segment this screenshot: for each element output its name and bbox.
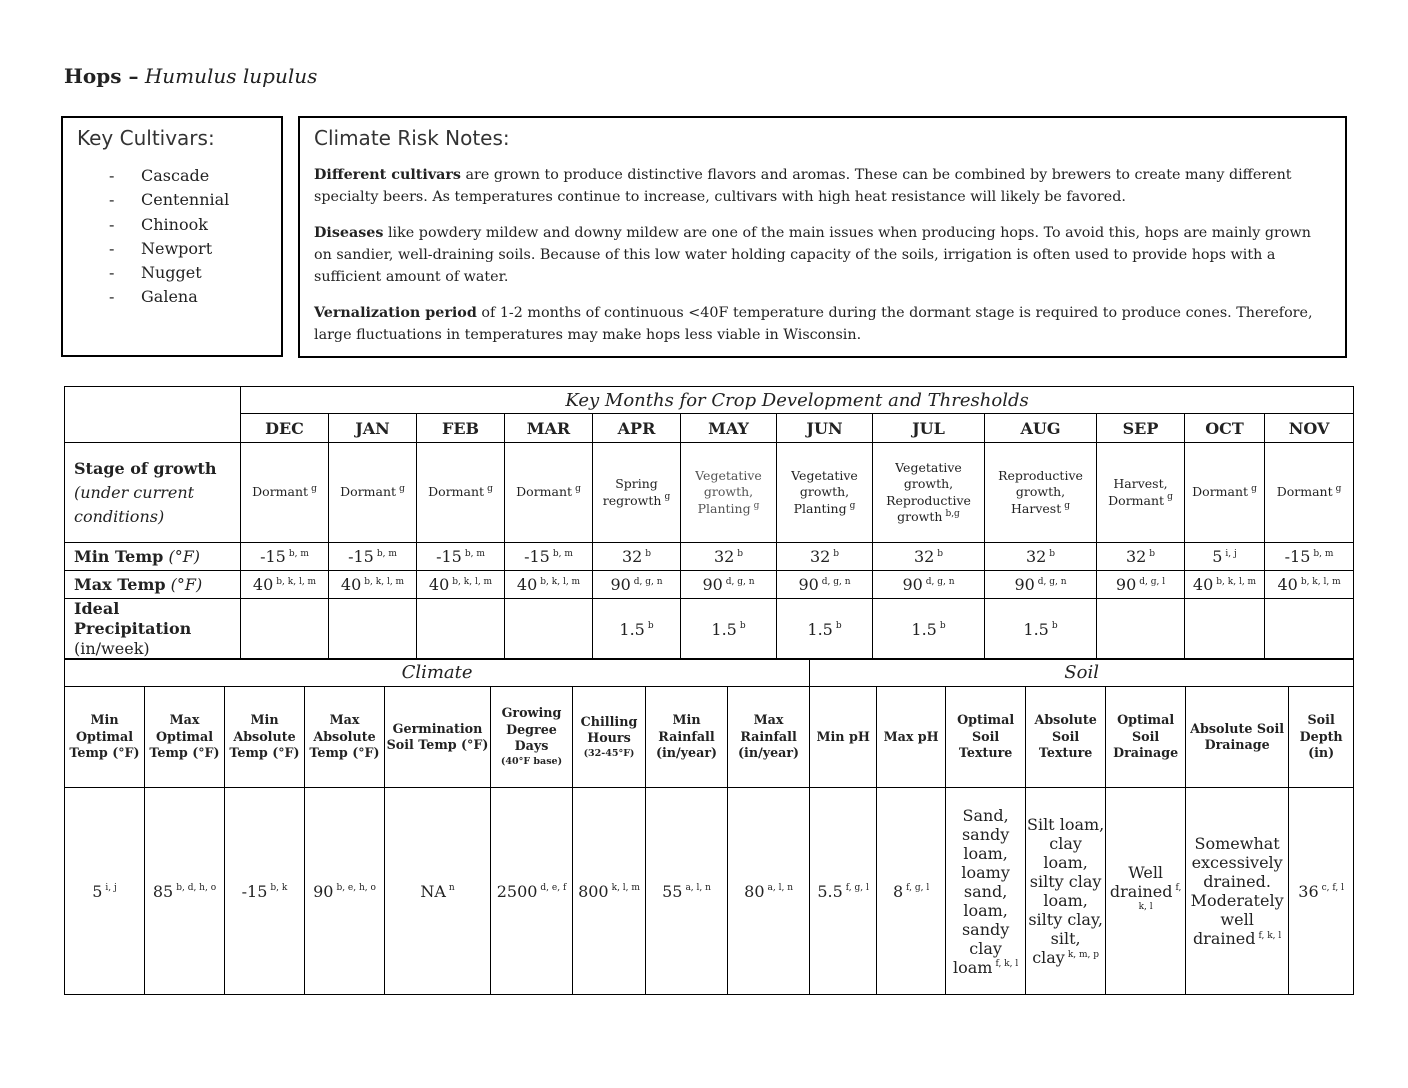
soil-group-header: Soil xyxy=(810,659,1354,687)
footnote-ref: d, g, n xyxy=(821,576,851,587)
value-cell xyxy=(1106,788,1186,995)
footnote-ref: b, e, h, o xyxy=(336,883,376,894)
cultivars-list xyxy=(109,164,267,310)
footnote-ref: c, f, l xyxy=(1321,883,1344,894)
column-header-text: Chilling Hours xyxy=(580,713,638,745)
precip-value: 1.5 xyxy=(1023,619,1049,639)
footnote-ref: a, l, n xyxy=(685,883,711,894)
values-row xyxy=(65,788,1354,995)
growth-stage-text: Spring regrowth xyxy=(602,476,662,508)
cell-value: 55 xyxy=(662,881,683,901)
value-cell xyxy=(1289,788,1354,995)
cultivar-item xyxy=(109,213,267,237)
stage-label xyxy=(65,443,241,543)
cell-value: 5 xyxy=(92,881,103,901)
footnote-ref: f, k, l xyxy=(995,959,1019,970)
cell-value: 8 xyxy=(892,881,904,901)
risk-note-topic: Vernalization period xyxy=(314,305,477,321)
footnote-ref: i, j xyxy=(1225,548,1237,559)
column-header-text: Max Optimal Temp (°F) xyxy=(149,712,220,761)
precip-value: 1.5 xyxy=(711,619,737,639)
max-temp-cell xyxy=(777,571,873,599)
footnote-ref: d, g, n xyxy=(725,576,755,587)
value-cell xyxy=(145,788,225,995)
list-dash: - xyxy=(109,263,115,283)
growth-stage-cell xyxy=(417,443,505,543)
precip-cell xyxy=(1097,599,1185,660)
min-temp-cell xyxy=(593,543,681,571)
growth-stage-text: Vegetative growth, Planting xyxy=(695,467,762,516)
min-temp-cell xyxy=(329,543,417,571)
min-temp-value: -15 xyxy=(524,547,550,566)
column-header xyxy=(65,687,145,788)
column-header-text: Absolute Soil Texture xyxy=(1034,712,1097,761)
min-temp-label xyxy=(65,543,241,571)
growth-stage-cell xyxy=(1097,443,1185,543)
min-temp-value: -15 xyxy=(1284,547,1311,566)
value-cell xyxy=(728,788,810,995)
growth-stage-cell xyxy=(985,443,1097,543)
column-header-text: Soil Depth (in) xyxy=(1299,712,1343,761)
max-temp-value: 90 xyxy=(702,575,723,594)
group-header-row xyxy=(65,659,1354,687)
max-temp-cell xyxy=(1097,571,1185,599)
cell-value: -15 xyxy=(241,881,268,901)
column-header-text: Max Absolute Temp (°F) xyxy=(309,712,380,761)
min-temp-cell xyxy=(1185,543,1265,571)
risk-note-topic: Diseases xyxy=(314,225,384,241)
stage-label-note: (under current conditions) xyxy=(74,482,195,526)
value-cell xyxy=(573,788,646,995)
risk-note-text: of 1-2 months of continuous <40F temperature during the dormant stage is required to produce cones. Therefore, large fluctuations in temperatures may make hops less viable in Wisconsin. xyxy=(314,305,1313,343)
growth-stage-cell xyxy=(329,443,417,543)
footnote-ref: b xyxy=(833,548,840,559)
risk-notes xyxy=(314,164,1331,346)
growth-stage-text: Vegetative growth, Reproductive growth xyxy=(886,459,971,524)
column-header-text: Min pH xyxy=(816,728,870,744)
max-temp-cell xyxy=(417,571,505,599)
growth-stage-text: Dormant xyxy=(516,484,573,500)
footnote-ref: g xyxy=(575,484,581,495)
growth-stage-text: Dormant xyxy=(1192,484,1249,500)
cell-value: Somewhat excessively drained. Moderately well drained xyxy=(1190,834,1284,948)
column-header-note: (40°F base) xyxy=(500,755,563,767)
cultivar-name: Newport xyxy=(141,238,213,258)
growth-stage-cell xyxy=(241,443,329,543)
cell-value: 5.5 xyxy=(817,881,843,901)
column-header xyxy=(305,687,385,788)
footnote-ref: g xyxy=(664,492,671,503)
column-header-text: Optimal Soil Drainage xyxy=(1113,712,1179,761)
footnote-ref: b xyxy=(737,548,744,559)
precip-label-main: Ideal Precipitation xyxy=(74,599,192,638)
max-temp-cell xyxy=(329,571,417,599)
column-header xyxy=(573,687,646,788)
column-header-text: Min Absolute Temp (°F) xyxy=(229,712,300,761)
footnote-ref: f, g, l xyxy=(845,883,869,894)
growth-stage-text: Dormant xyxy=(340,484,397,500)
min-temp-cell xyxy=(1265,543,1354,571)
value-cell xyxy=(1026,788,1106,995)
footnote-ref: b xyxy=(835,621,842,632)
risk-note xyxy=(314,302,1331,346)
cultivar-name: Nugget xyxy=(141,263,202,283)
cell-value: 85 xyxy=(152,881,174,901)
footnote-ref: d, g, n xyxy=(925,576,955,587)
list-dash: - xyxy=(109,214,115,234)
precip-cell xyxy=(241,599,329,660)
climate-group-header: Climate xyxy=(65,659,810,687)
precip-cell xyxy=(681,599,777,660)
max-temp-cell xyxy=(1185,571,1265,599)
footnote-ref: b, k, l, m xyxy=(1216,576,1257,587)
months-header-row xyxy=(65,414,1354,443)
corner-cell xyxy=(65,387,241,443)
column-header xyxy=(728,687,810,788)
footnote-ref: g xyxy=(753,500,760,511)
precip-label-unit: (in/week) xyxy=(74,639,150,658)
cultivar-name: Chinook xyxy=(141,214,208,234)
risk-note-text: like powdery mildew and downy mildew are one of the main issues when producing hops. To avoid this, hops are mainly grown on sandier, well-draining soils. Because of this low water holding capacity of the soils, irrigation is often used to provide hops with a sufficient amount of water. xyxy=(314,225,1311,285)
column-header-text: Max pH xyxy=(883,728,939,744)
month-header: JAN xyxy=(329,414,417,443)
column-header xyxy=(646,687,728,788)
column-header xyxy=(385,687,491,788)
min-temp-label-main: Min Temp xyxy=(74,547,164,566)
min-temp-value: -15 xyxy=(436,547,462,566)
precip-cell xyxy=(417,599,505,660)
max-temp-row xyxy=(65,571,1354,599)
risk-note xyxy=(314,222,1331,288)
footnote-ref: b, m xyxy=(552,548,573,559)
value-cell xyxy=(646,788,728,995)
growth-stage-cell xyxy=(1185,443,1265,543)
footnote-ref: b, m xyxy=(376,548,397,559)
months-table-title: Key Months for Crop Development and Thresholds xyxy=(241,387,1354,414)
min-temp-value: 32 xyxy=(809,547,831,566)
max-temp-value: 90 xyxy=(798,575,819,594)
footnote-ref: g xyxy=(1064,500,1070,511)
growth-stage-text: Dormant xyxy=(428,484,485,500)
min-temp-value: 32 xyxy=(1025,547,1047,566)
title-common-name: Hops – xyxy=(64,64,139,88)
column-header xyxy=(810,687,877,788)
column-header xyxy=(1186,687,1289,788)
footnote-ref: d, g, l xyxy=(1139,576,1166,587)
footnote-ref: g xyxy=(311,484,317,495)
precip-cell xyxy=(593,599,681,660)
max-temp-cell xyxy=(873,571,985,599)
growth-stage-cell xyxy=(777,443,873,543)
month-header: JUL xyxy=(873,414,985,443)
cell-value: 36 xyxy=(1298,881,1319,901)
footnote-ref: b, m xyxy=(1313,548,1334,559)
growth-stage-text: Dormant xyxy=(252,484,309,500)
growth-stage-cell xyxy=(873,443,985,543)
footnote-ref: g xyxy=(1251,484,1257,495)
cultivar-item xyxy=(109,285,267,309)
footnote-ref: b xyxy=(739,621,746,632)
footnote-ref: d, g, n xyxy=(1037,576,1067,587)
column-header xyxy=(946,687,1026,788)
column-header-text: Max Rainfall (in/year) xyxy=(738,712,800,761)
precip-cell xyxy=(873,599,985,660)
risk-note xyxy=(314,164,1331,208)
column-header-row xyxy=(65,687,1354,788)
footnote-ref: f, k, l xyxy=(1138,883,1182,913)
growth-stage-text: Reproductive growth, Harvest xyxy=(998,467,1083,516)
month-header: MAR xyxy=(505,414,593,443)
min-temp-value: -15 xyxy=(260,547,286,566)
column-header-text: Min Optimal Temp (°F) xyxy=(69,712,140,761)
footnote-ref: b, k, l, m xyxy=(1300,576,1341,587)
max-temp-cell xyxy=(505,571,593,599)
cultivar-item xyxy=(109,237,267,261)
min-temp-cell xyxy=(417,543,505,571)
growth-stage-text: Dormant xyxy=(1276,484,1333,500)
max-temp-value: 40 xyxy=(340,575,362,594)
footnote-ref: b, m xyxy=(288,548,309,559)
cultivar-item xyxy=(109,188,267,212)
footnote-ref: b,g xyxy=(945,508,960,519)
footnote-ref: f, k, l xyxy=(1258,930,1282,941)
footnote-ref: b, k, l, m xyxy=(364,576,405,587)
footnote-ref: b xyxy=(1051,621,1058,632)
column-header xyxy=(1106,687,1186,788)
min-temp-row xyxy=(65,543,1354,571)
footnote-ref: b xyxy=(1149,548,1156,559)
max-temp-cell xyxy=(1265,571,1354,599)
month-header: FEB xyxy=(417,414,505,443)
column-header-note: (32-45°F) xyxy=(583,747,635,759)
column-header xyxy=(1026,687,1106,788)
footnote-ref: b, k xyxy=(270,883,288,894)
min-temp-label-unit: (°F) xyxy=(168,547,201,566)
max-temp-value: 90 xyxy=(902,575,923,594)
month-header: MAY xyxy=(681,414,777,443)
footnote-ref: d, g, n xyxy=(633,576,663,587)
key-cultivars-heading: Key Cultivars: xyxy=(77,126,215,150)
footnote-ref: b xyxy=(937,548,944,559)
column-header xyxy=(491,687,573,788)
footnote-ref: i, j xyxy=(105,883,117,894)
max-temp-cell xyxy=(985,571,1097,599)
precip-value: 1.5 xyxy=(807,619,833,639)
footnote-ref: b xyxy=(1049,548,1056,559)
cell-value: Sand, sandy loam, loamy sand, loam, sandy clay loam xyxy=(952,805,1010,977)
footnote-ref: f, g, l xyxy=(906,883,930,894)
max-temp-cell xyxy=(593,571,681,599)
footnote-ref: d, e, f xyxy=(540,883,567,894)
stage-row xyxy=(65,443,1354,543)
min-temp-value: -15 xyxy=(348,547,374,566)
footnote-ref: k, m, p xyxy=(1067,949,1100,960)
max-temp-label-unit: (°F) xyxy=(170,575,203,594)
min-temp-cell xyxy=(681,543,777,571)
page-title xyxy=(64,64,317,88)
month-header: DEC xyxy=(241,414,329,443)
cell-value: 80 xyxy=(744,881,765,901)
max-temp-value: 40 xyxy=(516,575,538,594)
max-temp-value: 90 xyxy=(1115,575,1137,594)
footnote-ref: b, d, h, o xyxy=(176,883,217,894)
column-header xyxy=(877,687,946,788)
min-temp-cell xyxy=(1097,543,1185,571)
column-header xyxy=(145,687,225,788)
cultivar-name: Centennial xyxy=(141,190,230,210)
value-cell xyxy=(491,788,573,995)
column-header xyxy=(1289,687,1354,788)
key-cultivars-box xyxy=(61,116,283,357)
precip-cell xyxy=(329,599,417,660)
growth-stage-text: Harvest, Dormant xyxy=(1108,476,1168,508)
cell-value: NA xyxy=(420,881,446,901)
footnote-ref: g xyxy=(1167,492,1173,503)
growth-stage-cell xyxy=(681,443,777,543)
column-header xyxy=(225,687,305,788)
precip-value: 1.5 xyxy=(911,619,937,639)
max-temp-cell xyxy=(241,571,329,599)
max-temp-value: 40 xyxy=(1277,575,1298,594)
value-cell xyxy=(1186,788,1289,995)
value-cell xyxy=(810,788,877,995)
key-months-table xyxy=(64,386,1354,660)
max-temp-value: 40 xyxy=(252,575,274,594)
min-temp-cell xyxy=(873,543,985,571)
min-temp-value: 32 xyxy=(1125,547,1147,566)
min-temp-value: 32 xyxy=(713,547,735,566)
footnote-ref: g xyxy=(487,484,493,495)
footnote-ref: a, l, n xyxy=(767,883,793,894)
precip-cell xyxy=(1265,599,1354,660)
footnote-ref: b, k, l, m xyxy=(540,576,581,587)
footnote-ref: b xyxy=(647,621,654,632)
cell-value: 2500 xyxy=(496,881,538,901)
cultivar-item xyxy=(109,261,267,285)
month-header: APR xyxy=(593,414,681,443)
precip-cell xyxy=(985,599,1097,660)
min-temp-cell xyxy=(985,543,1097,571)
climate-risk-notes-box xyxy=(298,116,1347,358)
value-cell xyxy=(877,788,946,995)
month-header: AUG xyxy=(985,414,1097,443)
precip-cell xyxy=(777,599,873,660)
cultivar-item xyxy=(109,164,267,188)
footnote-ref: n xyxy=(448,883,455,894)
risk-note-text: are grown to produce distinctive flavors and aromas. These can be combined by brewers to create many different specialty beers. As temperatures continue to increase, cultivars with high heat resistance will likely be favored. xyxy=(314,167,1292,205)
growth-stage-cell xyxy=(593,443,681,543)
growth-stage-text: Vegetative growth, Planting xyxy=(791,467,858,516)
precip-label xyxy=(65,599,241,660)
stage-label-main: Stage of growth xyxy=(74,458,217,478)
cell-value: Silt loam, clay loam, silty clay loam, silty clay, silt, clay xyxy=(1026,815,1105,967)
growth-stage-cell xyxy=(505,443,593,543)
min-temp-value: 32 xyxy=(913,547,935,566)
max-temp-value: 40 xyxy=(428,575,450,594)
column-header-text: Growing Degree Days xyxy=(501,705,562,754)
cell-value: Well drained xyxy=(1109,862,1173,901)
max-temp-value: 90 xyxy=(610,575,631,594)
max-temp-value: 40 xyxy=(1192,575,1214,594)
cell-value: 90 xyxy=(313,881,334,901)
month-header: JUN xyxy=(777,414,873,443)
value-cell xyxy=(385,788,491,995)
footnote-ref: b xyxy=(645,548,652,559)
max-temp-label-main: Max Temp xyxy=(74,575,166,594)
min-temp-value: 32 xyxy=(621,547,643,566)
footnote-ref: b, k, l, m xyxy=(452,576,493,587)
months-title-row xyxy=(65,387,1354,414)
value-cell xyxy=(65,788,145,995)
footnote-ref: b, k, l, m xyxy=(276,576,317,587)
climate-risk-heading: Climate Risk Notes: xyxy=(314,126,510,150)
climate-soil-table xyxy=(64,658,1354,995)
precip-cell xyxy=(1185,599,1265,660)
min-temp-cell xyxy=(777,543,873,571)
max-temp-value: 90 xyxy=(1014,575,1035,594)
list-dash: - xyxy=(109,190,115,210)
footnote-ref: b xyxy=(939,621,946,632)
min-temp-cell xyxy=(241,543,329,571)
max-temp-cell xyxy=(681,571,777,599)
month-header: NOV xyxy=(1265,414,1354,443)
cultivar-name: Cascade xyxy=(141,166,210,185)
cell-value: 800 xyxy=(578,881,609,901)
list-dash: - xyxy=(109,238,115,258)
footnote-ref: b, m xyxy=(464,548,485,559)
column-header-text: Optimal Soil Texture xyxy=(957,712,1015,761)
footnote-ref: g xyxy=(399,484,405,495)
month-header: OCT xyxy=(1185,414,1265,443)
precip-cell xyxy=(505,599,593,660)
column-header-text: Germination Soil Temp (°F) xyxy=(386,720,489,752)
column-header-text: Min Rainfall (in/year) xyxy=(655,712,718,761)
min-temp-cell xyxy=(505,543,593,571)
precip-row xyxy=(65,599,1354,660)
value-cell xyxy=(225,788,305,995)
list-dash: - xyxy=(109,287,115,307)
cultivar-name: Galena xyxy=(141,287,198,307)
list-dash: - xyxy=(109,166,115,185)
month-header: SEP xyxy=(1097,414,1185,443)
value-cell xyxy=(305,788,385,995)
footnote-ref: g xyxy=(1335,484,1342,495)
precip-value: 1.5 xyxy=(619,619,645,639)
max-temp-label xyxy=(65,571,241,599)
min-temp-value: 5 xyxy=(1212,547,1223,566)
growth-stage-cell xyxy=(1265,443,1354,543)
footnote-ref: k, l, m xyxy=(611,883,640,894)
column-header-text: Absolute Soil Drainage xyxy=(1190,720,1285,752)
footnote-ref: g xyxy=(849,500,856,511)
title-scientific-name: Humulus lupulus xyxy=(144,64,318,88)
value-cell xyxy=(946,788,1026,995)
risk-note-topic: Different cultivars xyxy=(314,167,461,183)
